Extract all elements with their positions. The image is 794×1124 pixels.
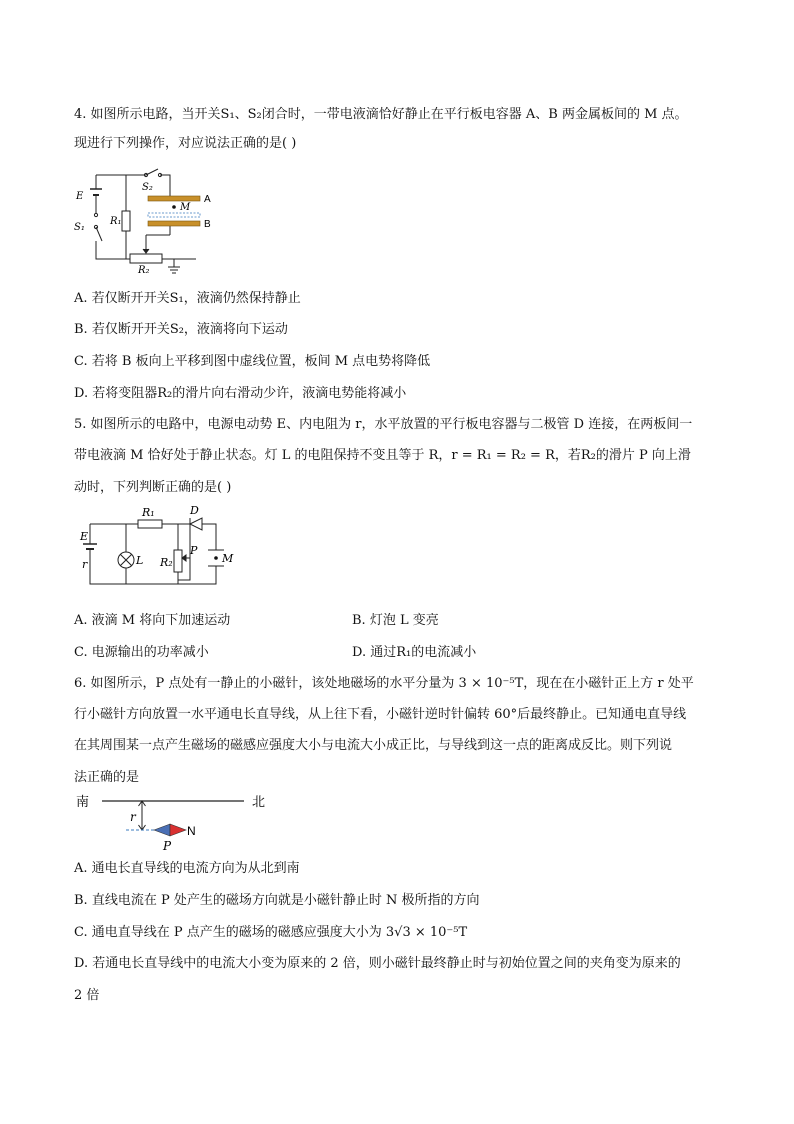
q5-stem-line-2: 带电液滴 M 恰好处于静止状态。灯 L 的电阻保持不变且等于 R，r = R₁ = R₂ = R，若R₂的滑片 P 向上滑: [74, 448, 691, 463]
q5-option-a: A. 液滴 M 将向下加速运动: [74, 613, 231, 628]
q5-option-c: C. 电源输出的功率减小: [74, 645, 209, 660]
q5-label-D: D: [190, 504, 199, 517]
q6-option-d-line-1: D. 若通电长直导线中的电流大小变为原来的 2 倍，则小磁针最终静止时与初始位置之间的夹角变为原来的: [74, 956, 681, 971]
q6-stem-line-1: 6. 如图所示，P 点处有一静止的小磁针，该处地磁场的水平分量为 3 × 10⁻⁵T，现在在小磁针正上方 r 处平: [74, 676, 694, 691]
q5-label-R1: R₁: [142, 506, 155, 519]
q6-stem-line-3: 在其周围某一点产生磁场的磁感应强度大小与电流大小成正比，与导线到这一点的距离成反比。则下列说: [74, 738, 673, 753]
q5-option-b: B. 灯泡 L 变亮: [352, 613, 439, 628]
q6-stem-line-4: 法正确的是: [74, 770, 140, 785]
q6-label-N: N: [187, 824, 196, 838]
q6-label-P: P: [163, 839, 172, 852]
q5-label-M: M: [222, 552, 234, 565]
q5-stem-line-1: 5. 如图所示的电路中，电源电动势 E、内电阻为 r，水平放置的平行板电容器与二极管 D 连接，在两板间一: [74, 417, 693, 432]
q4-label-E: E: [76, 191, 84, 202]
q5-label-r: r: [82, 558, 88, 571]
q4-option-b: B. 若仅断开开关S₂，液滴将向下运动: [74, 322, 288, 337]
q4-stem-line-2: 现进行下列操作，对应说法正确的是( ): [74, 136, 297, 151]
q6-label-south: 南: [76, 795, 90, 810]
q4-label-M: M: [180, 202, 191, 213]
q5-label-L: L: [136, 554, 144, 567]
q5-stem-line-3: 动时，下列判断正确的是( ): [74, 480, 232, 495]
q4-stem-line-1: 4. 如图所示电路，当开关S₁、S₂闭合时，一带电液滴恰好静止在平行板电容器 A、B 两金属板间的 M 点。: [74, 107, 688, 122]
q4-label-S1: S₁: [74, 222, 85, 233]
q5-label-R2: R₂: [160, 556, 173, 569]
q6-option-b: B. 直线电流在 P 处产生的磁场方向就是小磁针静止时 N 极所指的方向: [74, 893, 480, 908]
q6-option-d-line-2: 2 倍: [74, 988, 100, 1003]
q4-option-a: A. 若仅断开开关S₁，液滴仍然保持静止: [74, 291, 301, 306]
q5-label-E: E: [80, 530, 89, 543]
q4-label-A: A: [204, 194, 211, 205]
q4-label-B: B: [204, 219, 211, 230]
q4-label-R1: R₁: [110, 216, 122, 227]
q4-label-S2: S₂: [142, 182, 153, 193]
q4-option-d: D. 若将变阻器R₂的滑片向右滑动少许，液滴电势能将减小: [74, 386, 407, 401]
needle-north-half: [170, 824, 186, 836]
q5-circuit-figure: [78, 504, 248, 604]
q6-option-c: C. 通电直导线在 P 点产生的磁场的磁感应强度大小为 3√3 × 10⁻⁵T: [74, 925, 468, 940]
q4-circuit-figure: [70, 163, 230, 275]
q5-label-P: P: [190, 544, 198, 557]
q5-option-d: D. 通过R₁的电流减小: [352, 645, 477, 660]
q6-stem-line-2: 行小磁针方向放置一水平通电长直导线，从上往下看，小磁针逆时针偏转 60°后最终静止。已知通电直导线: [74, 707, 687, 722]
q4-option-c: C. 若将 B 板向上平移到图中虚线位置，板间 M 点电势将降低: [74, 354, 431, 369]
q6-label-r: r: [130, 810, 136, 824]
q6-label-north: 北: [252, 795, 266, 810]
q6-magnet-figure: [74, 790, 274, 852]
q4-label-R2: R₂: [138, 265, 150, 275]
q6-option-a: A. 通电长直导线的电流方向为从北到南: [74, 861, 300, 876]
needle-south-half: [154, 824, 170, 836]
